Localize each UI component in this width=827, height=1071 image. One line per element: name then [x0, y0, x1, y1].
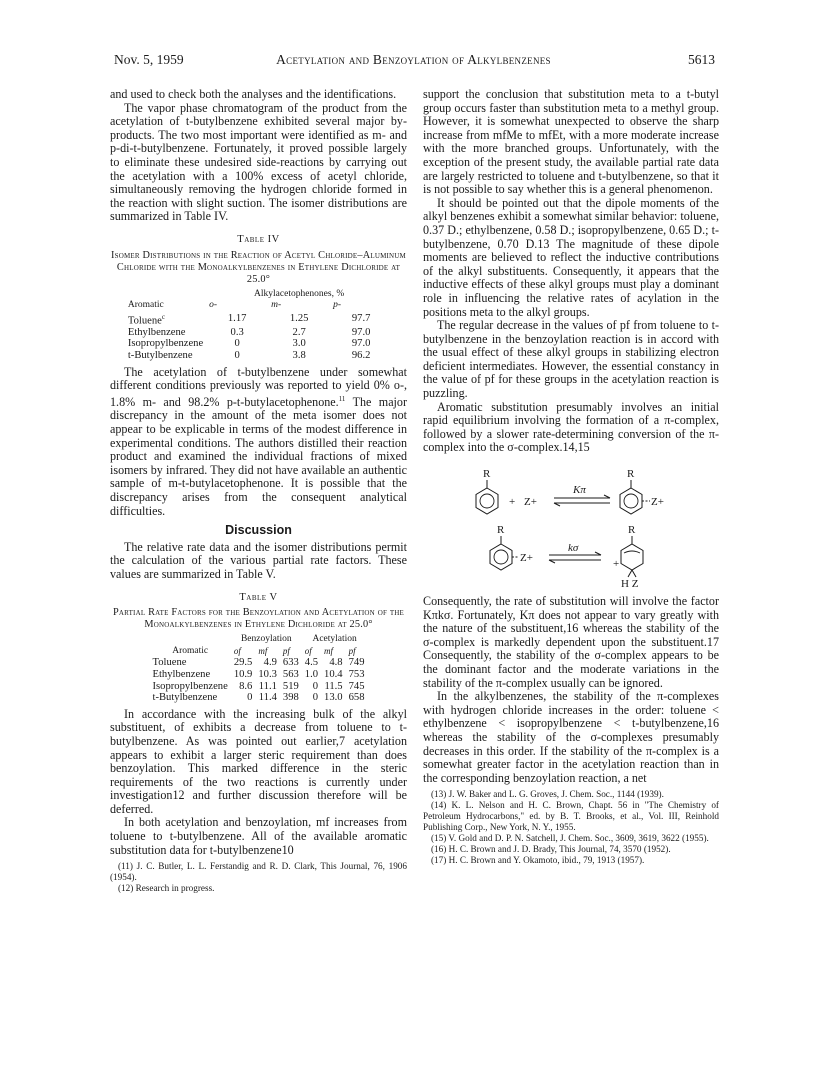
table-row	[150, 657, 368, 669]
paragraph: and used to check both the analyses and the identifications.	[110, 87, 397, 101]
table-cell: 29.5	[233, 657, 253, 669]
row-label: t-Butylbenzene	[127, 350, 193, 362]
table-cell: 97.0	[351, 338, 371, 350]
benzene-ring-icon	[476, 488, 498, 514]
footnote: (12) Research in progress.	[118, 883, 215, 894]
right-column	[423, 88, 719, 866]
row-label: Ethylbenzene	[152, 668, 211, 680]
row-label: t-Butylbenzene	[152, 692, 218, 704]
table-column-header: pf	[348, 645, 356, 656]
table-cell: 0	[234, 350, 240, 362]
substituent-label: R	[628, 524, 636, 537]
table-cell: 563	[282, 668, 299, 680]
table-partial-rate-factors	[150, 634, 368, 704]
table-cell: 519	[282, 680, 299, 692]
table-column-header: of	[233, 645, 241, 656]
paragraph: The vapor phase chromatogram of the product from the acetylation of t-butylbenzene exhibited several major by-products. The two most important were identified as m- and p-di-t-butylbenzene. Fortunately, it proved possible largely to eliminate these undesired side-reactions by carrying out the acetylation with a 100% excess of acetyl chloride, simultaneously removing the hydrogen chloride formed in the reaction with slight suction. The isomer distributions are summarized in Table IV.	[110, 100, 407, 224]
footnote-marker: c	[161, 312, 165, 321]
table-row	[125, 350, 392, 362]
running-title: Acetylation and Benzoylation of Alkylbenzenes	[276, 52, 551, 67]
table-cell: 11.4	[258, 692, 277, 704]
table-row	[150, 669, 368, 681]
table-column-header: of	[304, 645, 312, 656]
section-heading: Discussion	[225, 523, 292, 538]
plus-sign: +	[509, 496, 516, 509]
substituent-label: R	[483, 468, 491, 481]
partial-ring-arc-icon	[624, 551, 640, 553]
footnote: (15) V. Gold and D. P. N. Satchell, J. Chem. Soc., 3609, 3619, 3622 (1955).	[431, 833, 709, 844]
table-label: Table IV	[237, 233, 280, 245]
table-column-header: Aromatic	[127, 300, 164, 311]
table-cell: 1.0	[304, 668, 319, 680]
benzene-ring-icon	[490, 544, 512, 570]
running-date: Nov. 5, 1959	[114, 52, 184, 67]
paragraph: Consequently, the rate of substitution will involve the factor Kπkσ. Fortunately, Kπ does not appear to vary greatly with the nature of the substituent,16 whereas the stability of the σ-complex is markedly dependent upon the substituent.17 Consequently, the stability of the σ-complex appears to be the dominant factor and the moderate variations in the stability of the π-complex usually can be ignored.	[423, 594, 719, 690]
table-column-header: p-	[333, 300, 342, 311]
footnote: (16) H. C. Brown and J. D. Brady, This Journal, 74, 3570 (1952).	[431, 844, 671, 855]
paragraph	[110, 366, 407, 519]
footnotes	[423, 789, 719, 866]
paragraph-text: The acetylation of t-butylbenzene under somewhat different conditions previously was reported to yield 0% o-, 1.8% m- and 98.2% p-t-butylacetophenone.	[110, 364, 407, 409]
table-cell: 3.8	[292, 350, 306, 362]
footnote: (14) K. L. Nelson and H. C. Brown, Chapt. 56 in "The Chemistry of Petroleum Hydrocarbons," ed. by B. T. Brooks, et al., Vol. III, Reinhold Publishing Corp., New York, N. Y., 1955.	[423, 800, 719, 833]
reaction-scheme-svg	[423, 465, 719, 589]
benzene-ring-icon	[620, 488, 642, 514]
left-column	[110, 88, 407, 894]
table-row	[150, 681, 368, 693]
paragraph: In the alkylbenzenes, the stability of the π-complexes with hydrogen chloride increases in the order: toluene < ethylbenzene < isopropylbenzene < t-butylbenzene,16 whereas the stability of the σ-complexes presumably decreases in this order. If the stability of the π-complex is a somewhat greater factor in the acetylation reaction than in the corresponding benzoylation reaction, a net	[423, 689, 719, 785]
table-column-header: pf	[282, 645, 290, 656]
table-cell: 398	[282, 692, 299, 704]
table-row	[125, 312, 392, 327]
table-cell: 749	[348, 657, 365, 669]
table-cell: 745	[348, 680, 365, 692]
electrophile-label: Z+	[524, 496, 537, 509]
table-cell: 0	[312, 680, 319, 692]
equilibrium-constant-label: Kπ	[573, 484, 586, 497]
page-number: 5613	[688, 52, 715, 67]
row-label: Ethylbenzene	[127, 326, 186, 338]
table-cell: 2.7	[292, 326, 306, 338]
table-column-header: o-	[209, 300, 218, 311]
electrophile-label: Z+	[520, 552, 533, 565]
table-label: Table V	[239, 591, 278, 603]
table-row	[125, 327, 392, 339]
table-cell: 8.6	[239, 680, 253, 692]
aromatic-circle-icon	[494, 550, 508, 564]
table-cell: 10.9	[233, 668, 253, 680]
table-cell: 11.1	[258, 680, 277, 692]
plus-sign: +	[613, 558, 620, 571]
table-column-header: Aromatic	[172, 645, 209, 656]
reaction-scheme	[423, 465, 719, 589]
paragraph: It should be pointed out that the dipole moments of the alkyl benzenes exhibit a somewhat similar behavior: toluene, 0.37 D.; ethylbenzene, 0.58 D.; isopropylbenzene, 0.65 D.; t-butylbenzene, 0.70 D.13 The magnitude of these dipole moments are believed to reflect the inductive contributions of the alkyl substituents. Consequently, it appears that the inductive effects of these alkyl groups must play a dominant role in influencing the relative rates of acylation in the positions meta to the alkyl groups.	[423, 195, 719, 319]
table-cell: 3.0	[292, 338, 306, 350]
paragraph: The regular decrease in the values of pf from toluene to t-butylbenzene in the benzoylation reaction is in accord with the usual effect of these alkyl groups in stabilizing electron deficient intermediates. However, the essential constancy in the value of pf for these groups in the acetylation reaction is puzzling.	[423, 318, 719, 401]
paragraph: Aromatic substitution presumably involves an initial rapid equilibrium involving the formation of a π-complex, followed by a slower rate-determining conversion of the π-complex into the σ-complex.14,15	[423, 399, 719, 455]
paragraph: In both acetylation and benzoylation, mf increases from toluene to t-butylbenzene. All of the available aromatic substitution data for t-butylbenzene10	[110, 815, 407, 857]
paragraph-text: The major discrepancy in the amount of the meta isomer does not appear to be explicable in terms of the modest difference in experimental conditions. The authors distilled their reaction product and examined the individual fractions of mixed isomers by infrared. They did not have available an authentic sample of m-t-butylacetophenone. It is possible that the discrepancy arises from the consequent analytical difficulties.	[110, 394, 407, 518]
substituent-label: R	[497, 524, 505, 537]
table-cell: 10.3	[258, 668, 277, 680]
table-cell: 97.0	[351, 326, 371, 338]
table-column-header: mf	[324, 645, 334, 656]
footnote: (17) H. C. Brown and Y. Okamoto, ibid., 79, 1913 (1957).	[431, 855, 645, 866]
paragraph: In accordance with the increasing bulk of the alkyl substituent, of exhibits a decrease from toluene to t-butylbenzene. As was pointed out earlier,7 acetylation appears to exhibit a larger steric requirement than does benzoylation. This marked difference in the steric requirements of the two reactions is currently under investigation12 and further discussion therefore will be deferred.	[110, 706, 407, 816]
table-isomer-distributions	[125, 289, 392, 362]
substituent-label: H Z	[621, 578, 639, 590]
table-cell: 10.4	[324, 668, 343, 680]
table-cell: 0	[247, 692, 253, 704]
table-cell: 753	[348, 668, 365, 680]
table-cell: 13.0	[324, 692, 343, 704]
table-row	[150, 692, 368, 704]
reference-marker: 11	[338, 394, 346, 403]
table-cell: 633	[282, 657, 299, 669]
footnote: (13) J. W. Baker and L. G. Groves, J. Chem. Soc., 1144 (1939).	[431, 789, 664, 800]
table-caption: Isomer Distributions in the Reaction of Acetyl Chloride–Aluminum Chloride with the Monoalkylbenzenes in Ethylene Dichloride at 25.0°	[111, 249, 406, 285]
table-cell: 11.5	[324, 680, 343, 692]
aromatic-circle-icon	[624, 494, 638, 508]
table-cell: 4.9	[263, 657, 277, 669]
table-cell: 0.3	[230, 326, 244, 338]
table-cell: 4.5	[304, 657, 319, 669]
table-cell: 0	[312, 692, 319, 704]
row-label: Isopropylbenzene	[152, 680, 228, 692]
row-label: Toluene	[152, 657, 187, 669]
table-cell: 1.25	[289, 313, 309, 325]
cyclohexadienyl-ring-icon	[621, 544, 643, 570]
table-cell: 96.2	[351, 350, 371, 362]
table-cell: 658	[348, 692, 365, 704]
bond-line	[628, 570, 632, 577]
table-cell: 97.7	[351, 313, 371, 325]
table-column-header: mf	[258, 645, 268, 656]
paragraph: support the conclusion that substitution meta to a t-butyl group occurs faster than substitution meta to a methyl group. However, it is somewhat unexpected to observe the sharp increase from mfMe to mfEt, with a more moderate increase with the more branched groups. Unfortunately, with the exception of the present study, the available partial rate data are largely restricted to toluene and t-butylbenzene, so that it is not possible to say whether this is a general phenomenon.	[423, 87, 719, 197]
table-group-header: Acetylation	[312, 634, 357, 645]
table-cell: 1.17	[227, 313, 247, 325]
row-label: Toluene	[127, 315, 162, 327]
footnote: (11) J. C. Butler, L. L. Ferstandig and R. D. Clark, This Journal, 76, 1906 (1954).	[110, 861, 407, 883]
electrophile-label: Z+	[651, 496, 664, 509]
row-label: Isopropylbenzene	[127, 338, 204, 350]
aromatic-circle-icon	[480, 494, 494, 508]
bond-line	[632, 570, 636, 577]
table-cell: 4.8	[329, 657, 343, 669]
table-caption: Partial Rate Factors for the Benzoylation and Acetylation of the Monoalkylbenzenes in Ethylene Dichloride at 25.0°	[112, 607, 405, 631]
table-cell: 0	[234, 338, 240, 350]
rate-constant-label: kσ	[568, 542, 579, 555]
table-column-header: m-	[271, 300, 282, 311]
table-group-header: Alkylacetophenones, %	[254, 288, 345, 299]
table-row	[125, 338, 392, 350]
substituent-label: R	[627, 468, 635, 481]
paragraph: The relative rate data and the isomer distributions permit the calculation of the various partial rate factors. These values are summarized in Table V.	[110, 539, 407, 581]
table-group-header: Benzoylation	[240, 634, 292, 645]
footnotes	[110, 861, 407, 894]
